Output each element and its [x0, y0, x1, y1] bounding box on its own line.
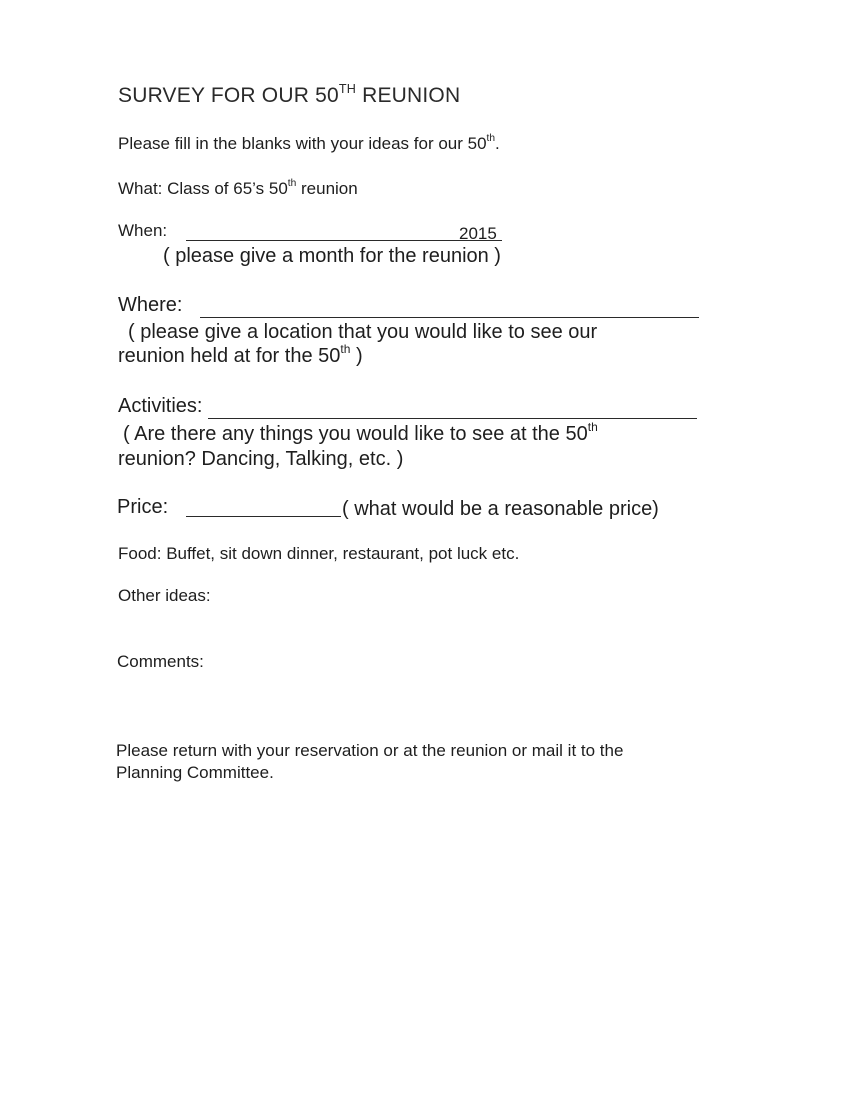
- return-note-line2: Planning Committee.: [116, 763, 274, 782]
- what-rest: reunion: [296, 179, 358, 198]
- where-blank[interactable]: [200, 317, 699, 318]
- what-main: What: Class of 65’s 50: [118, 179, 288, 198]
- food-line: Food: Buffet, sit down dinner, restaurant, pot luck etc.: [118, 544, 520, 563]
- where-label: Where:: [118, 294, 183, 316]
- activities-hint-line1-main: ( Are there any things you would like to see at the 50: [123, 423, 588, 445]
- other-ideas-label: Other ideas:: [118, 586, 211, 605]
- title-superscript: TH: [338, 81, 357, 96]
- what-superscript: th: [287, 178, 297, 190]
- where-hint-superscript: th: [340, 342, 351, 357]
- what-line: [118, 179, 358, 199]
- when-value: 2015: [459, 224, 497, 243]
- title-text: SURVEY FOR OUR 50: [118, 84, 339, 107]
- where-hint-line2-main: reunion held at for the 50: [118, 345, 341, 367]
- price-blank[interactable]: [186, 516, 341, 517]
- survey-title: [118, 81, 461, 108]
- activities-blank[interactable]: [208, 418, 697, 419]
- intro-main: Please fill in the blanks with your ideas for our 50: [118, 134, 487, 153]
- where-hint-line2: [118, 342, 363, 368]
- where-hint-line2-rest: ): [350, 345, 363, 367]
- comments-label: Comments:: [117, 652, 204, 671]
- activities-label: Activities:: [118, 395, 203, 417]
- intro-rest: .: [495, 134, 500, 153]
- activities-hint-line1: [123, 420, 598, 446]
- activities-hint-superscript: th: [587, 420, 598, 435]
- activities-hint-line2: reunion? Dancing, Talking, etc. ): [118, 448, 404, 470]
- intro-superscript: th: [486, 133, 496, 145]
- where-hint-line1: ( please give a location that you would like to see our: [128, 321, 598, 343]
- price-hint: ( what would be a reasonable price): [342, 498, 659, 520]
- when-hint: ( please give a month for the reunion ): [163, 245, 501, 267]
- title-text-rest: REUNION: [356, 84, 461, 107]
- intro-text: [118, 134, 500, 154]
- price-label: Price:: [117, 496, 169, 518]
- when-blank[interactable]: [186, 240, 502, 241]
- return-note-line1: Please return with your reservation or at the reunion or mail it to the: [116, 741, 624, 760]
- when-label: When:: [118, 221, 168, 240]
